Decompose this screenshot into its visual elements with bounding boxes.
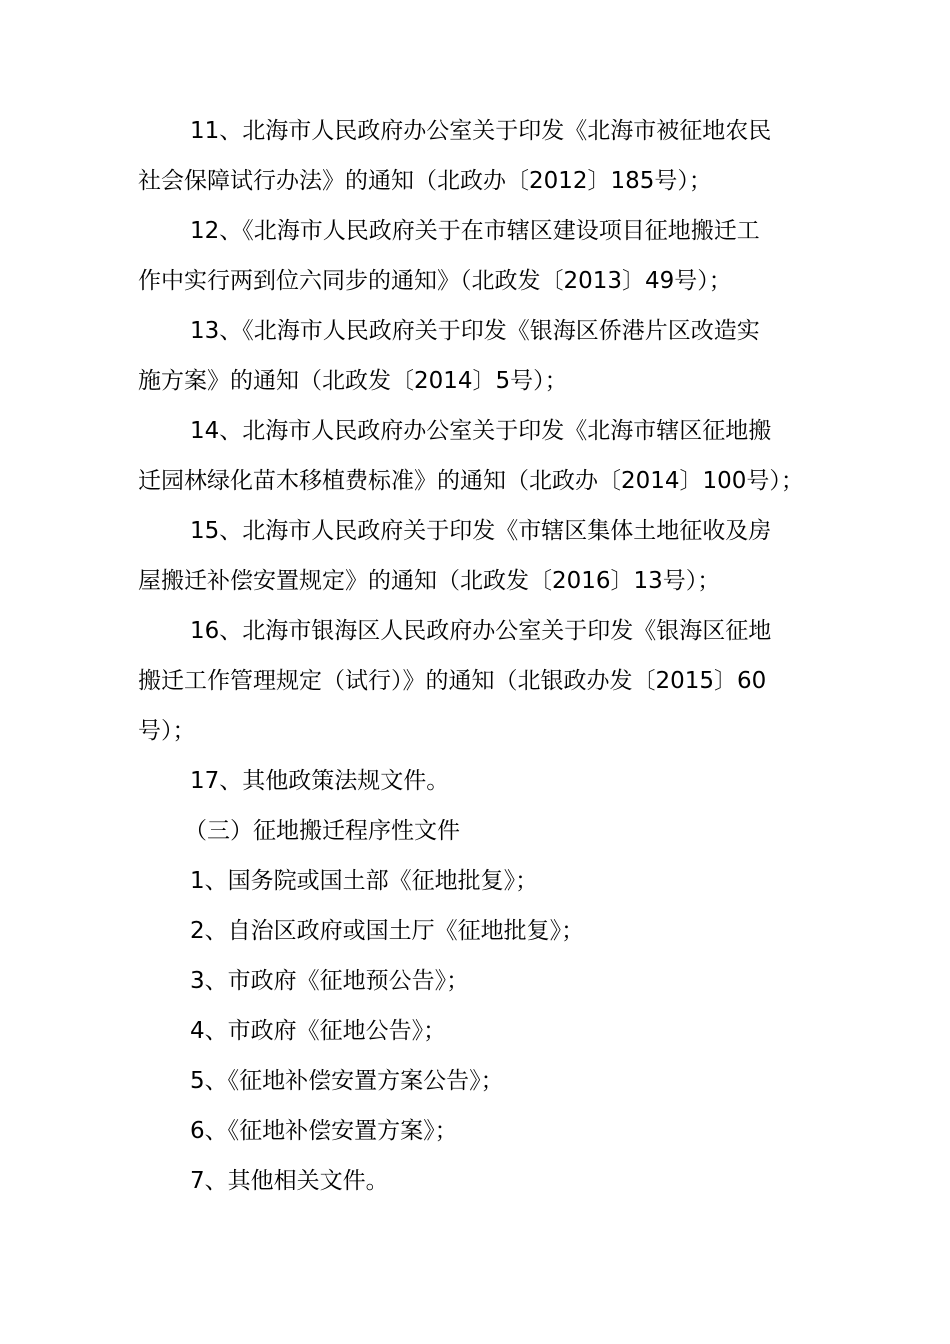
list-item-12-line-2: 作中实行两到位六同步的通知》（北政发〔2013〕49号）； <box>138 268 732 294</box>
list-item-13-line-2: 施方案》的通知（北政发〔2014〕5号）； <box>138 368 568 394</box>
doc-item-2: 2、自治区政府或国土厅《征地批复》； <box>190 918 585 944</box>
list-item-14-line-1: 14、北海市人民政府办公室关于印发《北海市辖区征地搬 <box>190 418 772 444</box>
section-heading-3: （三）征地搬迁程序性文件 <box>184 818 460 844</box>
doc-item-6: 6、《征地补偿安置方案》； <box>190 1118 458 1144</box>
doc-item-4: 4、市政府《征地公告》； <box>190 1018 447 1044</box>
list-item-11-line-1: 11、北海市人民政府办公室关于印发《北海市被征地农民 <box>190 118 772 144</box>
doc-item-7: 7、其他相关文件。 <box>190 1168 389 1194</box>
list-item-16-line-3: 号）； <box>138 718 196 744</box>
list-item-11-line-2: 社会保障试行办法》的通知（北政办〔2012〕185号）； <box>138 168 712 194</box>
list-item-14-line-2: 迁园林绿化苗木移植费标准》的通知（北政办〔2014〕100号）； <box>138 468 804 494</box>
list-item-13-line-1: 13、《北海市人民政府关于印发《银海区侨港片区改造实 <box>190 318 760 344</box>
doc-item-5: 5、《征地补偿安置方案公告》； <box>190 1068 504 1094</box>
list-item-15-line-2: 屋搬迁补偿安置规定》的通知（北政发〔2016〕13号）； <box>138 568 721 594</box>
list-item-15-line-1: 15、北海市人民政府关于印发《市辖区集体土地征收及房 <box>190 518 772 544</box>
list-item-17: 17、其他政策法规文件。 <box>190 768 450 794</box>
list-item-12-line-1: 12、《北海市人民政府关于在市辖区建设项目征地搬迁工 <box>190 218 760 244</box>
doc-item-3: 3、市政府《征地预公告》； <box>190 968 470 994</box>
document-page <box>138 106 810 1206</box>
list-item-16-line-1: 16、北海市银海区人民政府办公室关于印发《银海区征地 <box>190 618 772 644</box>
doc-item-1: 1、国务院或国土部《征地批复》； <box>190 868 539 894</box>
list-item-16-line-2: 搬迁工作管理规定（试行）》的通知（北银政办发〔2015〕60 <box>138 668 767 694</box>
